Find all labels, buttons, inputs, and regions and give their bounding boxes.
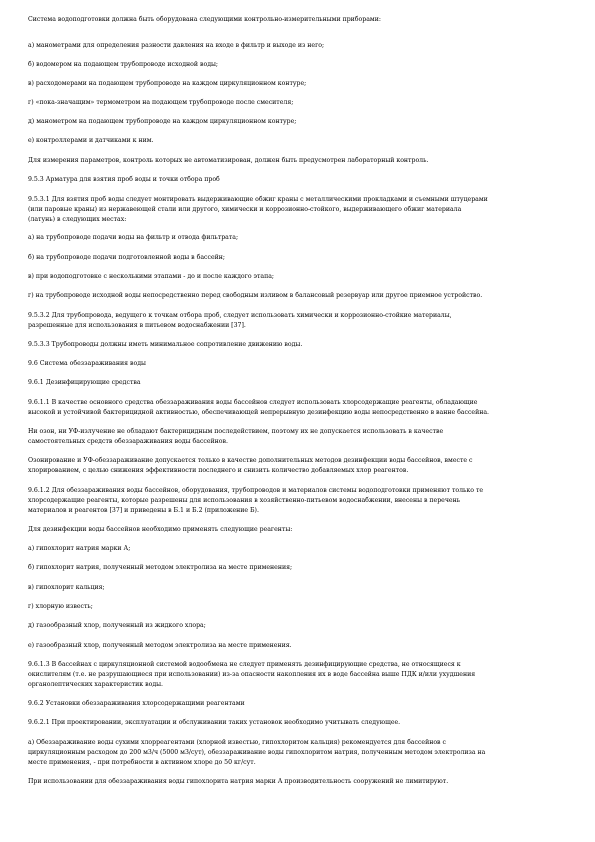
section-heading: 9.5.3 Арматура для взятия проб воды и точки отбора проб — [28, 176, 220, 183]
paragraph-line — [28, 321, 558, 331]
list-item: а) манометрами для определения разности давления на входе в фильтр и выходе из него; — [28, 42, 325, 49]
paragraph-line: Ни озон, ни УФ-излучение не обладают бактерицидным последействием, поэтому их не допускается использовать в качестве — [28, 428, 444, 435]
subsection-heading: 9.6.1 Дезинфицирующие средства — [28, 379, 141, 386]
list-item: а) гипохлорит натрия марки А; — [28, 545, 131, 552]
paragraph-line: хлорированием, с целью снижения эффективности последнего и снизить количество добавляемых хлор реагентов. — [28, 467, 409, 474]
list-item: в) расходомерами на подающем трубопроводе на каждом циркуляционном контуре; — [28, 80, 307, 87]
paragraph-line: (латунь) в следующих местах: — [28, 216, 127, 223]
paragraph: Для измерения параметров, контроль которых не автоматизирован, должен быть предусмотрен лабораторный контроль. — [28, 157, 429, 164]
paragraph-line: высокой и устойчивой бактерицидной активностью, обеспечивающей непрерывную дезинфекцию воды непосредственно в ванне бассейна. — [28, 409, 489, 416]
paragraph-line: а) Обеззараживание воды сухими хлорреагентами (хлорной известью, гипохлоритом кальция) рекомендуется для бассейнов с — [28, 739, 446, 746]
list-item: а) на трубопроводе подачи воды на фильтр и отвода фильтрата; — [28, 234, 239, 241]
paragraph-line: 9.5.3.2 Для трубопровода, ведущего к точкам отбора проб, следует использовать химически и коррозионно-стойкие материалы, — [28, 312, 452, 319]
list-item: е) газообразный хлор, полученный методом электролиза на месте применения. — [28, 642, 292, 649]
paragraph-line: (или паровые краны) из нержавеющей стали или другого, химически и коррозионно-стойкого, выдерживающего обжиг материала — [28, 206, 462, 213]
paragraph-line: материалов и реагентов [37] и приведены в Б.1 и Б.2 (приложение Б). — [28, 507, 259, 514]
paragraph-line: хлорсодержащие реагенты, которые разрешены для использования в хозяйственно-питьевом водоснабжении, внесены в перечень — [28, 497, 461, 504]
list-item: б) на трубопроводе подачи подготовленной воды в бассейн; — [28, 254, 225, 261]
section-heading: 9.6 Система обеззараживания воды — [28, 360, 146, 367]
list-item: б) гипохлорит натрия, полученный методом электролиза на месте применения; — [28, 564, 293, 571]
list-item: в) гипохлорит кальция; — [28, 584, 105, 591]
paragraph: 9.6.2.1 При проектировании, эксплуатации и обслуживании таких установок необходимо учитывать следующее. — [28, 719, 401, 726]
paragraph-line: месте применения, - при потребности в активном хлоре до 50 кг/сут. — [28, 759, 256, 766]
paragraph-text: разрешенные для использования в питьевом водоснабжении [37]. — [28, 322, 246, 329]
paragraph-line: 9.6.1.1 В качестве основного средства обеззараживания воды бассейнов следует использовать хлорсодержащие реагенты, обладающие — [28, 399, 478, 406]
list-item: г) на трубопроводе исходной воды непосредственно перед свободным изливом в балансовый резервуар или другое приемное устройство. — [28, 292, 483, 299]
paragraph-line: циркуляционным расходом до 200 м3/ч (5000 м3/сут), обеззараживание воды гипохлоритом натрия, полученным методом электролиза на — [28, 749, 486, 756]
list-item: в) при водоподготовке с несколькими этапами - до и после каждого этапа; — [28, 273, 275, 280]
paragraph-line: 9.5.3.1 Для взятия проб воды следует монтировать выдерживающие обжиг краны с металлическими прокладками и съемными штуцерами — [28, 196, 488, 203]
paragraph: Система водоподготовки должна быть оборудована следующими контрольно-измерительными приборами: — [28, 16, 381, 23]
subsection-heading: 9.6.2 Установки обеззараживания хлорсодержащими реагентами — [28, 700, 245, 707]
list-item: е) контроллерами и датчиками к ним. — [28, 137, 154, 144]
list-item: д) газообразный хлор, полученный из жидкого хлора; — [28, 622, 206, 629]
paragraph: Для дезинфекции воды бассейнов необходимо применять следующие реагенты: — [28, 526, 293, 533]
list-item: д) манометром на подающем трубопроводе на каждом циркуляционном контуре; — [28, 118, 297, 125]
paragraph-line: органолептических характеристик воды. — [28, 681, 164, 688]
paragraph-line: самостоятельных средств обеззараживания воды бассейнов. — [28, 438, 228, 445]
list-item: б) водомером на подающем трубопроводе исходной воды; — [28, 61, 219, 68]
paragraph-line: окислителям (т.е. не разрушающиеся при использовании) из-за опасности накопления их в воде бассейна выше ПДК и/или ухудшения — [28, 671, 476, 678]
paragraph-line: 9.6.1.2 Для обеззараживания воды бассейнов, оборудования, трубопроводов и материалов системы водоподготовки применяют только те — [28, 487, 484, 494]
paragraph-line: 9.6.1.3 В бассейнах с циркуляционной системой водообмена не следует применять дезинфицирующие средства, не относящиеся к — [28, 661, 461, 668]
paragraph: При использовании для обеззараживания воды гипохлорита натрия марки А производительность сооружений не лимитируют. — [28, 778, 449, 785]
list-item: г) хлорную известь; — [28, 603, 93, 610]
paragraph-line: Озонирование и УФ-обеззараживание допускается только в качестве дополнительных методов дезинфекции воды бассейнов, вместе с — [28, 457, 473, 464]
list-item: г) «пока-значащим» термометром на подающем трубопроводе после смесителя; — [28, 99, 294, 106]
paragraph: 9.5.3.3 Трубопроводы должны иметь минимальное сопротивление движению воды. — [28, 341, 303, 348]
